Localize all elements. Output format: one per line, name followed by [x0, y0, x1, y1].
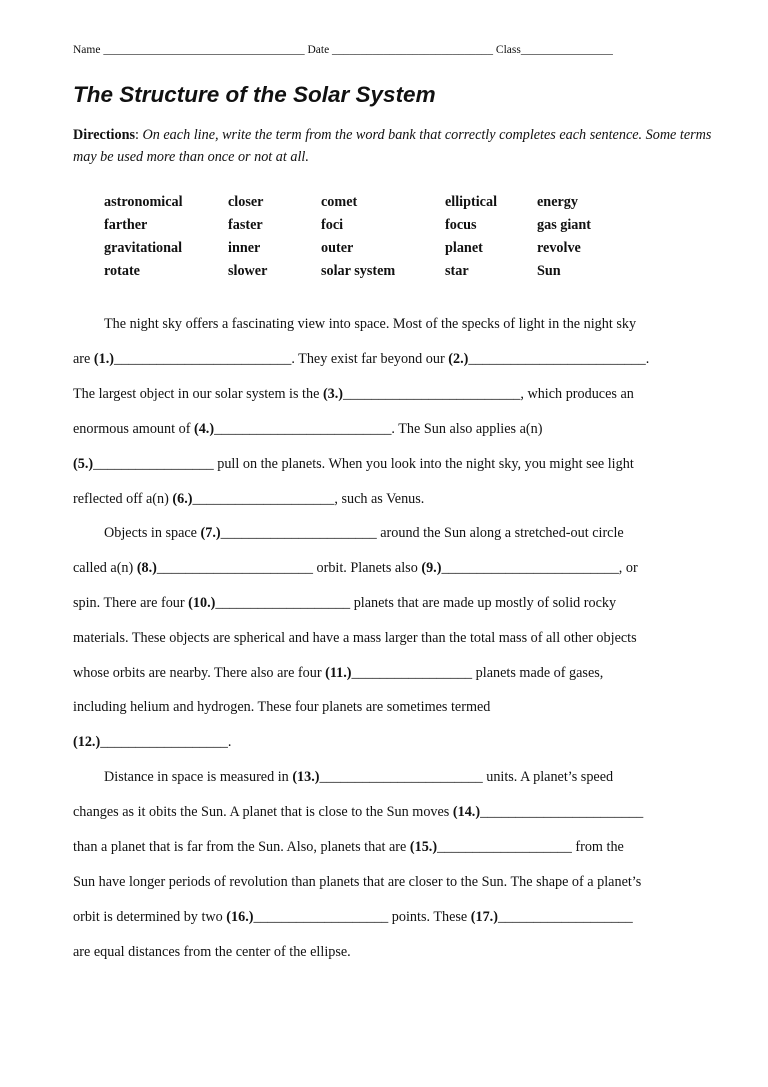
passage-line	[104, 316, 636, 333]
passage-text: orbit is determined by two	[73, 909, 227, 925]
passage-line	[73, 944, 351, 961]
passage-text: than a planet that is far from the Sun. Also, planets that are	[73, 839, 410, 855]
passage-line	[73, 874, 641, 891]
passage-line	[73, 699, 490, 716]
directions-colon: :	[135, 127, 143, 143]
blank-number: (12.)	[73, 734, 101, 750]
passage-text: _________________ pull on the planets. When you look into the night sky, you might see light	[93, 456, 634, 472]
blank-number: (17.)	[470, 909, 498, 925]
passage-line	[73, 665, 603, 682]
passage-line	[73, 804, 643, 821]
passage-text: enormous amount of	[73, 421, 194, 437]
page-title: The Structure of the Solar System	[73, 82, 436, 107]
blank-number: (2.)	[448, 351, 469, 367]
word-bank-term: star	[445, 263, 469, 279]
word-bank-term: gravitational	[104, 240, 183, 256]
word-bank-term: slower	[228, 263, 268, 279]
word-bank-term: astronomical	[104, 194, 183, 210]
directions-text: On each line, write the term from the word bank that correctly completes each sentence. Some terms may be used more than once or not at all.	[73, 127, 712, 165]
passage-text: Distance in space is measured in	[104, 769, 293, 785]
passage-text: changes as it obits the Sun. A planet that is close to the Sun moves	[73, 804, 453, 820]
passage-text: _________________________. They exist far beyond our	[113, 351, 449, 367]
word-bank-term: faster	[228, 217, 263, 233]
passage-text: _________________ planets made of gases,	[351, 665, 604, 681]
passage-text: The night sky offers a fascinating view into space. Most of the specks of light in the night sky	[104, 316, 637, 332]
passage-text: ___________________	[497, 909, 633, 925]
blank-number: (7.)	[200, 525, 221, 541]
word-bank-term: foci	[321, 217, 344, 233]
passage-line	[73, 421, 542, 438]
passage-text: ______________________ orbit. Planets also	[156, 560, 422, 576]
word-bank-term: planet	[445, 240, 483, 256]
passage-line	[73, 386, 634, 403]
blank-number: (13.)	[292, 769, 320, 785]
passage-text: reflected off a(n)	[73, 491, 173, 507]
passage-text: ___________________ points. These	[253, 909, 471, 925]
passage-text: Objects in space	[104, 525, 201, 541]
passage-text: materials. These objects are spherical and have a mass larger than the total mass of all other objects	[73, 630, 637, 646]
word-bank-term: energy	[537, 194, 578, 210]
word-bank-term: elliptical	[445, 194, 498, 210]
passage-text: are	[73, 351, 94, 367]
passage-text: _________________________, or	[441, 560, 638, 576]
word-bank-term: revolve	[537, 240, 581, 256]
passage-line	[73, 491, 424, 508]
blank-number: (5.)	[73, 456, 94, 472]
blank-number: (4.)	[193, 421, 215, 437]
passage-text: _______________________	[480, 804, 644, 820]
name-date-class-header: Name ___________________________________ Date ____________________________ Class________________	[73, 44, 613, 56]
blank-number: (14.)	[452, 804, 481, 820]
passage-text: _________________________, which produces an	[343, 386, 634, 402]
passage-line	[73, 595, 616, 612]
passage-line	[104, 525, 624, 542]
word-bank-term: outer	[321, 240, 354, 256]
passage-text: whose orbits are nearby. There also are four	[73, 665, 326, 681]
directions-label: Directions	[73, 127, 135, 143]
passage-text: spin. There are four	[73, 595, 189, 611]
word-bank-term: rotate	[104, 263, 140, 279]
blank-number: (15.)	[409, 839, 438, 855]
word-bank-term: comet	[321, 194, 358, 210]
word-bank-term: closer	[228, 194, 264, 210]
directions	[73, 124, 713, 168]
blank-number: (10.)	[188, 595, 216, 611]
blank-number: (16.)	[226, 909, 254, 925]
passage-text: _______________________ units. A planet’s speed	[319, 769, 614, 785]
passage-line	[73, 909, 633, 926]
word-bank-term: inner	[228, 240, 261, 256]
blank-number: (6.)	[172, 491, 193, 507]
passage-text: ____________________, such as Venus.	[192, 491, 425, 507]
passage-line	[73, 734, 231, 751]
blank-number: (1.)	[93, 351, 114, 367]
passage-line	[104, 769, 613, 786]
passage-text: ___________________ from the	[437, 839, 624, 855]
passage-text: including helium and hydrogen. These four planets are sometimes termed	[73, 699, 491, 715]
passage-text: The largest object in our solar system is the	[73, 386, 323, 402]
blank-number: (11.)	[325, 665, 352, 681]
blank-number: (8.)	[136, 560, 157, 576]
blank-number: (3.)	[322, 386, 344, 402]
passage-text: Sun have longer periods of revolution than planets that are closer to the Sun. The shape of a planet’s	[73, 874, 642, 890]
passage-text: __________________.	[100, 734, 232, 750]
passage-line	[73, 456, 634, 473]
passage-text: _________________________.	[468, 351, 650, 367]
passage-text: called a(n)	[73, 560, 137, 576]
passage-line	[73, 630, 637, 647]
word-bank-term: solar system	[321, 263, 396, 279]
passage-text: _________________________. The Sun also applies a(n)	[214, 421, 543, 437]
passage-text: ______________________ around the Sun along a stretched-out circle	[220, 525, 624, 541]
passage-line	[73, 351, 649, 368]
word-bank-term: gas giant	[537, 217, 591, 233]
word-bank-term: Sun	[537, 263, 561, 279]
blank-number: (9.)	[421, 560, 442, 576]
passage-text: ___________________ planets that are made up mostly of solid rocky	[215, 595, 617, 611]
word-bank-term: farther	[104, 217, 148, 233]
passage-text: are equal distances from the center of the ellipse.	[73, 944, 351, 960]
passage-line	[73, 839, 624, 856]
passage-line	[73, 560, 638, 577]
word-bank-term: focus	[445, 217, 477, 233]
